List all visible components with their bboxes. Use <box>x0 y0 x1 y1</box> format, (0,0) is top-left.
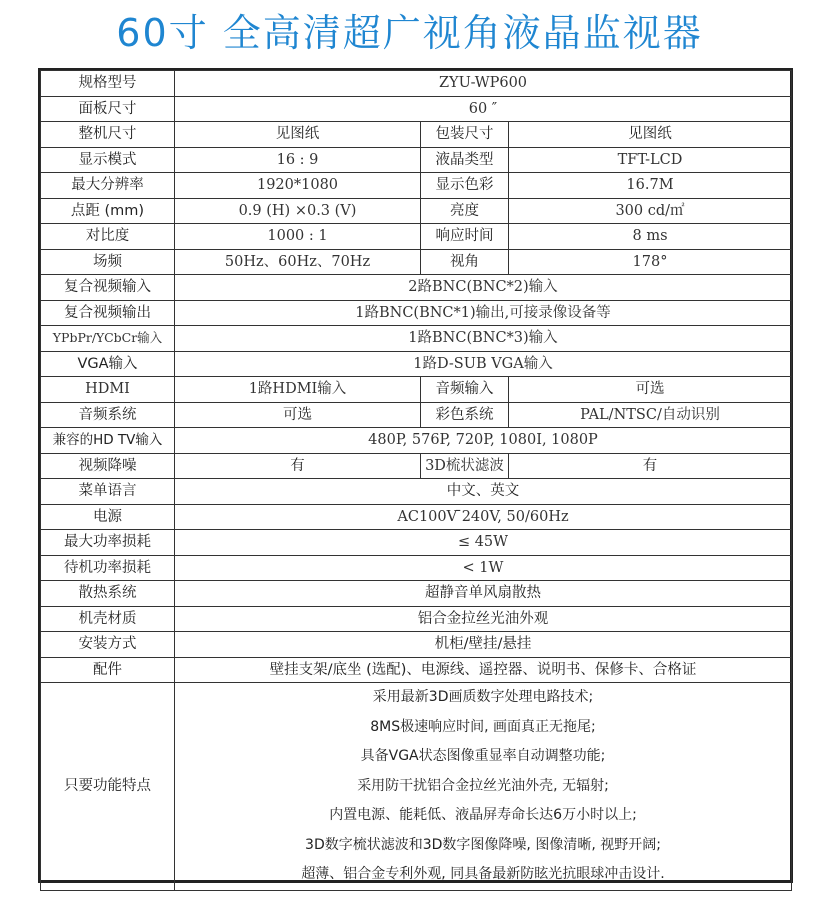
list-item: 具备VGA状态图像重显率自动调整功能; <box>360 748 606 764</box>
spec-value: 有 <box>509 453 792 479</box>
spec-label: 电源 <box>41 504 175 530</box>
spec-label: YPbPr/YCbCr输入 <box>41 326 175 352</box>
spec-label: 彩色系统 <box>421 402 509 428</box>
spec-label: 待机功率损耗 <box>41 555 175 581</box>
spec-label: 面板尺寸 <box>41 96 175 122</box>
table-row <box>41 300 792 326</box>
spec-value: 铝合金拉丝光油外观 <box>175 606 792 632</box>
spec-label: 亮度 <box>421 198 509 224</box>
table-row <box>41 173 792 199</box>
spec-value: 300 cd/㎡ <box>509 198 792 224</box>
spec-label: 配件 <box>41 657 175 683</box>
table-row <box>41 71 792 97</box>
spec-value: AC100V ̄240V, 50/60Hz <box>175 504 792 530</box>
spec-value: 1000 : 1 <box>175 224 421 250</box>
spec-value: TFT-LCD <box>509 147 792 173</box>
table-row <box>41 402 792 428</box>
spec-value: 0.9 (H) ×0.3 (V) <box>175 198 421 224</box>
spec-value: PAL/NTSC/自动识别 <box>509 402 792 428</box>
spec-value: 16.7M <box>509 173 792 199</box>
spec-value: 机柜/壁挂/悬挂 <box>175 632 792 658</box>
table-row <box>41 224 792 250</box>
table-row <box>41 147 792 173</box>
features-list <box>175 683 792 891</box>
table-row <box>41 683 792 891</box>
spec-label: 3D梳状滤波 <box>421 453 509 479</box>
table-row <box>41 198 792 224</box>
spec-value: < 1W <box>175 555 792 581</box>
spec-label: 点距 (mm) <box>41 198 175 224</box>
spec-value: 1路D-SUB VGA输入 <box>175 351 792 377</box>
list-item: 超薄、铝合金专利外观, 同具备最新防眩光抗眼球冲击设计. <box>301 866 665 882</box>
spec-value: 可选 <box>509 377 792 403</box>
features-label: 只要功能特点 <box>41 683 175 891</box>
spec-label: 对比度 <box>41 224 175 250</box>
spec-value: 见图纸 <box>175 122 421 148</box>
spec-value: 50Hz、60Hz、70Hz <box>175 249 421 275</box>
spec-value: 见图纸 <box>509 122 792 148</box>
spec-value: 超静音单风扇散热 <box>175 581 792 607</box>
table-row <box>41 606 792 632</box>
list-item: 8MS极速响应时间, 画面真正无拖尾; <box>370 718 596 735</box>
spec-value: 有 <box>175 453 421 479</box>
spec-value: 2路BNC(BNC*2)输入 <box>175 275 792 301</box>
spec-label: 显示模式 <box>41 147 175 173</box>
table-row <box>41 428 792 454</box>
list-item: 采用防干扰铝合金拉丝光油外壳, 无辐射; <box>357 777 609 794</box>
spec-label: 菜单语言 <box>41 479 175 505</box>
spec-label: HDMI <box>41 377 175 403</box>
spec-label: 整机尺寸 <box>41 122 175 148</box>
spec-label: 液晶类型 <box>421 147 509 173</box>
spec-label: 响应时间 <box>421 224 509 250</box>
spec-value: 可选 <box>175 402 421 428</box>
table-row <box>41 657 792 683</box>
spec-label: 兼容的HD TV输入 <box>41 428 175 454</box>
spec-label: 场频 <box>41 249 175 275</box>
table-row <box>41 453 792 479</box>
spec-label: 音频系统 <box>41 402 175 428</box>
spec-label: 包装尺寸 <box>421 122 509 148</box>
spec-label: 视角 <box>421 249 509 275</box>
spec-table <box>40 70 792 891</box>
spec-value: 1路HDMI输入 <box>175 377 421 403</box>
spec-label: 安装方式 <box>41 632 175 658</box>
spec-label: VGA输入 <box>41 351 175 377</box>
spec-value: 1路BNC(BNC*3)输入 <box>175 326 792 352</box>
spec-value: 16 : 9 <box>175 147 421 173</box>
spec-label: 显示色彩 <box>421 173 509 199</box>
spec-label: 散热系统 <box>41 581 175 607</box>
spec-value: ≤ 45W <box>175 530 792 556</box>
spec-value: ZYU-WP600 <box>175 71 792 97</box>
table-row <box>41 351 792 377</box>
table-row <box>41 122 792 148</box>
spec-value: 1920*1080 <box>175 173 421 199</box>
list-item: 内置电源、能耗低、液晶屏寿命长达6万小时以上; <box>329 807 637 823</box>
spec-label: 视频降噪 <box>41 453 175 479</box>
spec-value: 60 ″ <box>175 96 792 122</box>
spec-value: 8 ms <box>509 224 792 250</box>
table-row <box>41 555 792 581</box>
table-row <box>41 504 792 530</box>
spec-value: 中文、英文 <box>175 479 792 505</box>
spec-label: 最大分辨率 <box>41 173 175 199</box>
table-row <box>41 632 792 658</box>
table-row <box>41 249 792 275</box>
spec-label: 规格型号 <box>41 71 175 97</box>
table-row <box>41 530 792 556</box>
page-title: 60寸 全高清超广视角液晶监视器 <box>116 11 703 55</box>
table-row <box>41 581 792 607</box>
spec-label: 最大功率损耗 <box>41 530 175 556</box>
table-row <box>41 377 792 403</box>
spec-label: 音频输入 <box>421 377 509 403</box>
list-item: 3D数字梳状滤波和3D数字图像降噪, 图像清晰, 视野开阔; <box>305 836 661 853</box>
table-row <box>41 96 792 122</box>
table-row <box>41 326 792 352</box>
spec-label: 机壳材质 <box>41 606 175 632</box>
list-item: 采用最新3D画质数字处理电路技术; <box>372 689 594 705</box>
spec-label: 复合视频输出 <box>41 300 175 326</box>
table-row <box>41 275 792 301</box>
spec-value: 壁挂支架/底坐 (选配)、电源线、遥控器、说明书、保修卡、合格证 <box>175 657 792 683</box>
spec-value: 1路BNC(BNC*1)输出,可接录像设备等 <box>175 300 792 326</box>
spec-value: 480P, 576P, 720P, 1080I, 1080P <box>175 428 792 454</box>
table-row <box>41 479 792 505</box>
spec-label: 复合视频输入 <box>41 275 175 301</box>
spec-value: 178° <box>509 249 792 275</box>
